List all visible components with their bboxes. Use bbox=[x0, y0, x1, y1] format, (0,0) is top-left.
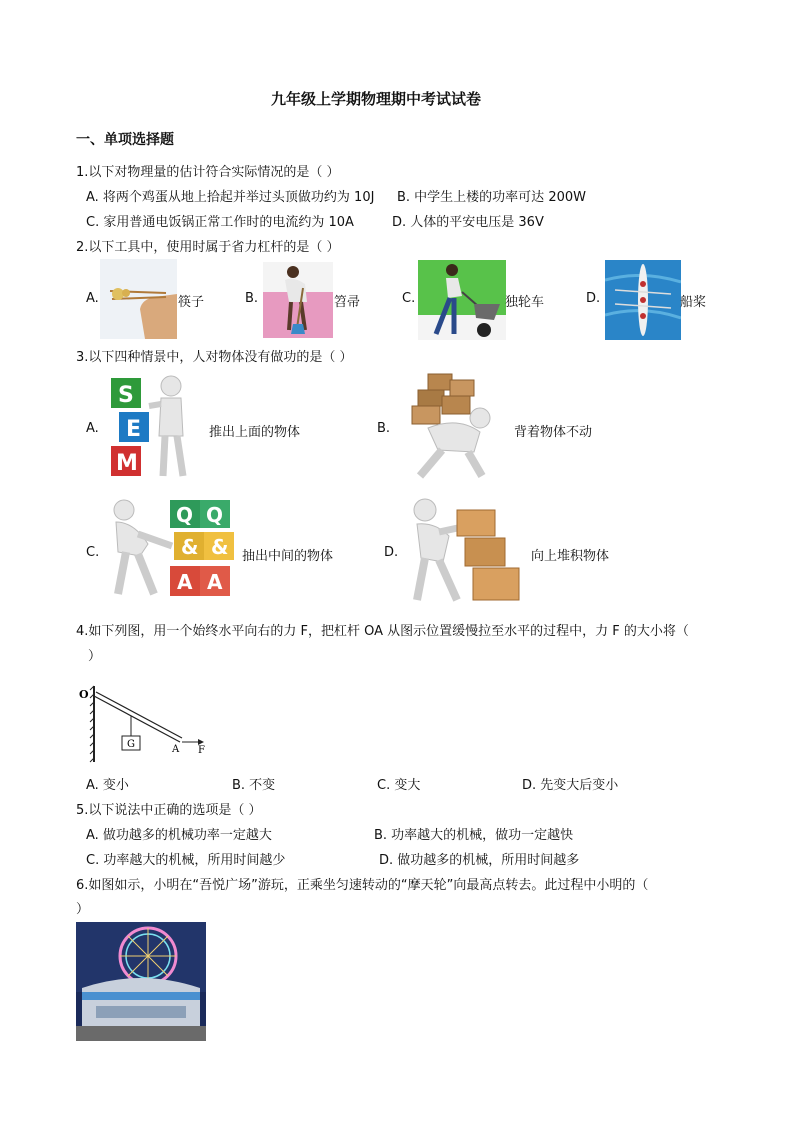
q3-b-text: 背着物体不动 bbox=[514, 425, 593, 440]
q1-stem: 1.以下对物理量的估计符合实际情况的是（ ） bbox=[76, 165, 340, 180]
q3-c-text: 抽出中间的物体 bbox=[242, 549, 334, 564]
q2-c-letter: C. bbox=[402, 291, 416, 306]
q3-a-letter: A. bbox=[86, 421, 99, 436]
q6-stem-line1: 6.如图如示，小明在“吾悦广场”游玩，正乘坐匀速转动的“摩天轮”向最高点转去。此过程中小明的（ bbox=[76, 878, 649, 893]
diagram-label-a: A bbox=[172, 744, 180, 755]
stack-boxes-image bbox=[403, 496, 525, 606]
q2-stem: 2.以下工具中，使用时属于省力杠杆的是（ ） bbox=[76, 240, 340, 255]
q3-c-letter: C. bbox=[86, 545, 100, 560]
cube-letter-q2: Q bbox=[206, 503, 224, 527]
rowing-image bbox=[605, 260, 681, 340]
q2-a-letter: A. bbox=[86, 291, 99, 306]
chopsticks-image bbox=[100, 259, 177, 339]
q3-a-text: 推出上面的物体 bbox=[209, 425, 301, 440]
q4-stem-line1: 4.如下列图，用一个始终水平向右的力 F，把杠杆 OA 从图示位置缓慢拉至水平的过程中，力 F 的大小将（ bbox=[76, 624, 689, 639]
diagram-label-f: F bbox=[198, 745, 205, 756]
q2-d-text: 船桨 bbox=[680, 295, 707, 310]
cube-letter-a2: A bbox=[207, 570, 223, 594]
diagram-label-g: G bbox=[127, 739, 135, 750]
q3-d-text: 向上堆积物体 bbox=[531, 549, 610, 564]
cube-letter-a1: A bbox=[177, 570, 193, 594]
diagram-label-o: O bbox=[79, 688, 89, 701]
q6-stem-line2: ） bbox=[76, 902, 90, 917]
q4-stem-line2: ） bbox=[88, 649, 102, 664]
qa-cubes-image bbox=[104, 494, 238, 606]
section-heading: 一、单项选择题 bbox=[76, 132, 174, 148]
q5-option-c: C. 功率越大的机械，所用时间越少 bbox=[86, 853, 286, 868]
q5-option-a: A. 做功越多的机械功率一定越大 bbox=[86, 828, 272, 843]
q4-option-c: C. 变大 bbox=[377, 778, 421, 793]
q1-option-c: C. 家用普通电饭锅正常工作时的电流约为 10A bbox=[86, 215, 354, 230]
q4-option-d: D. 先变大后变小 bbox=[522, 778, 619, 793]
carry-boxes-image bbox=[398, 370, 510, 482]
sem-cubes-image bbox=[97, 372, 199, 480]
q2-c-text: 独轮车 bbox=[505, 295, 545, 310]
q2-d-letter: D. bbox=[586, 291, 601, 306]
q3-b-letter: B. bbox=[377, 421, 391, 436]
cube-letter-e: E bbox=[126, 417, 142, 442]
q5-stem: 5.以下说法中正确的选项是（ ） bbox=[76, 803, 262, 818]
cube-letter-amp1: & bbox=[181, 535, 199, 559]
q3-d-letter: D. bbox=[384, 545, 399, 560]
q5-option-d: D. 做功越多的机械，所用时间越多 bbox=[379, 853, 580, 868]
cube-letter-s: S bbox=[118, 383, 134, 408]
q4-option-a: A. 变小 bbox=[86, 778, 129, 793]
lever-diagram bbox=[76, 668, 216, 764]
cube-letter-amp2: & bbox=[211, 535, 229, 559]
cube-letter-m: M bbox=[116, 451, 138, 476]
q4-option-b: B. 不变 bbox=[232, 778, 276, 793]
q5-option-b: B. 功率越大的机械，做功一定越快 bbox=[374, 828, 574, 843]
q2-b-text: 笤帚 bbox=[334, 295, 361, 310]
q3-stem: 3.以下四种情景中，人对物体没有做功的是（ ） bbox=[76, 350, 353, 365]
q1-option-a: A. 将两个鸡蛋从地上拾起并举过头顶做功约为 10J bbox=[86, 190, 375, 205]
wheelbarrow-image bbox=[418, 260, 506, 340]
q1-option-d: D. 人体的平安电压是 36V bbox=[392, 215, 544, 230]
q2-a-text: 筷子 bbox=[178, 295, 205, 310]
broom-image bbox=[263, 262, 333, 338]
cube-letter-q1: Q bbox=[176, 503, 194, 527]
q1-option-b: B. 中学生上楼的功率可达 200W bbox=[397, 190, 586, 205]
ferris-wheel-photo bbox=[76, 922, 206, 1041]
q2-b-letter: B. bbox=[245, 291, 259, 306]
page-title: 九年级上学期物理期中考试试卷 bbox=[271, 90, 482, 108]
